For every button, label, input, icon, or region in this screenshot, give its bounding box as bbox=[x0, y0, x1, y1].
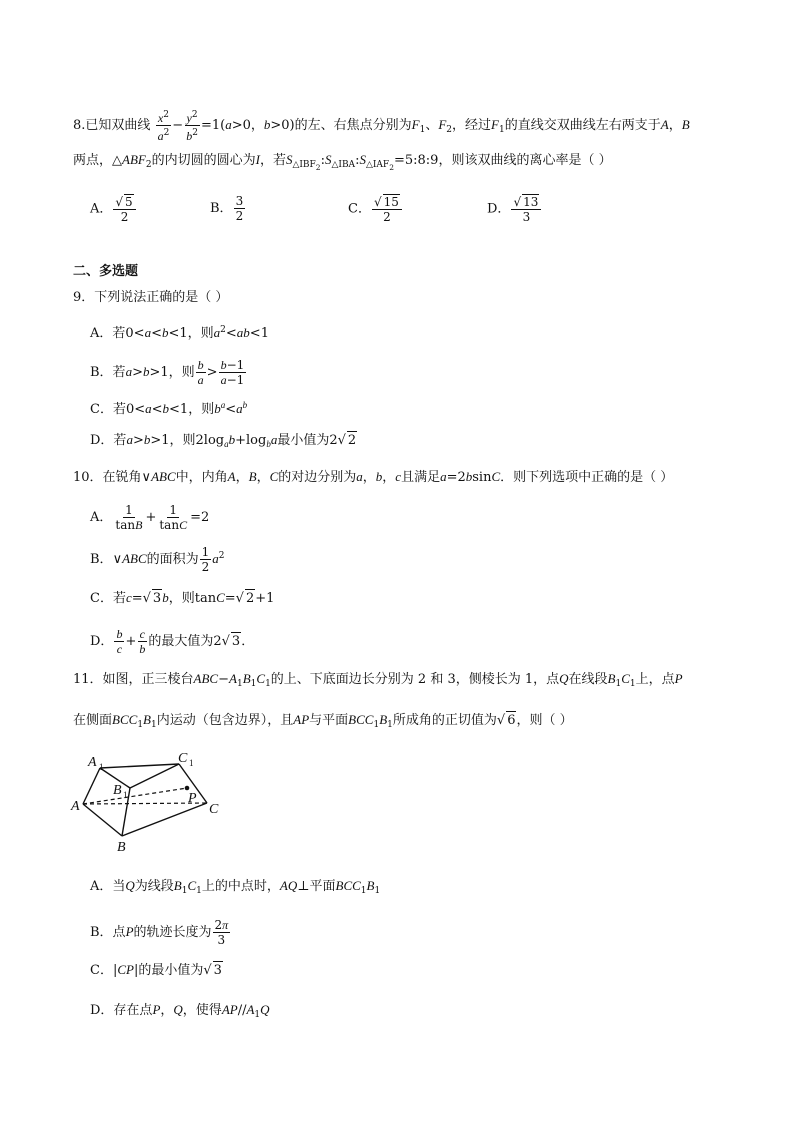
q8-frac-y: $\frac{y^2}{b^2}$ bbox=[186, 110, 198, 143]
q8-number: 8. bbox=[73, 118, 86, 133]
q10-option-b: B．∨ABC的面积为 $\frac{1}{2}$ $a^2$ bbox=[90, 545, 225, 574]
section-title: 二、多选题 bbox=[73, 264, 139, 279]
q8-line1: 8.已知双曲线 $\frac{x^2}{a^2}$ − $\frac{y^2}{b^2}$ =1(a>0，b>0)的左、右焦点分别为$F_1$、$F_2$，经过$F_1$的直线交双曲线左右两支于A，B bbox=[73, 110, 690, 143]
q11-option-b: B．点P的轨迹长度为 $\frac{2\pi}{3}$ bbox=[90, 918, 229, 947]
q11-option-a: A．当Q为线段$B_1C_1$上的中点时，AQ⊥平面$BCC_1B_1$ bbox=[90, 878, 381, 896]
q8-line2: 两点，$\triangle ABF_2$的内切圆的圆心为I，若$S_{\triangle IBF_2}:S_{\triangle IBA}:S_{\triangle IAF_2}=5:8:9$，则该双曲线的离心率是（ ） bbox=[73, 152, 612, 172]
label-a: A bbox=[71, 799, 80, 814]
q11-line2: 在侧面$BCC_1B_1$内运动（包含边界），且AP与平面$BCC_1B_1$所成角的正切值为√ 6，则（ ） bbox=[73, 712, 573, 730]
q10-option-a: A． $\frac{1}{\tan B}$ + $\frac{1}{\tan C}$ =2 bbox=[90, 503, 210, 532]
q11-option-c: C．|CP|的最小值为√ 3 bbox=[90, 962, 222, 978]
q10-option-c: C．若c=√ 3b，则tanC=√ 2+1 bbox=[90, 590, 275, 606]
label-p: P bbox=[188, 791, 197, 806]
q9-option-a: A．若0<a<b<1，则$a^2<ab<1$ bbox=[90, 325, 269, 341]
q8-text1: 已知双曲线 bbox=[85, 118, 151, 133]
label-c1: C bbox=[178, 751, 188, 766]
label-c: C bbox=[209, 802, 219, 817]
q11-line1: 11．如图，正三棱台$ABC-A_1B_1C_1$的上、下底面边长分别为 2 和 3，侧棱长为 1，点Q在线段$B_1C_1$上，点P bbox=[73, 671, 683, 689]
q10-stem: 10．在锐角∨ABC中，内角A，B，C的对边分别为a，b，c且满足a=2bsinC．则下列选项中正确的是（ ） bbox=[73, 469, 674, 485]
svg-text:1: 1 bbox=[123, 790, 128, 800]
label-a1: A bbox=[88, 755, 97, 770]
q9-option-c: C．若0<a<b<1，则$b^a<a^b$ bbox=[90, 400, 248, 417]
q9-option-d: D．若a>b>1，则$2\log_ab+\log_ba$最小值为2√ 2 bbox=[90, 432, 357, 449]
svg-text:1: 1 bbox=[189, 758, 194, 768]
point-p bbox=[185, 786, 190, 791]
q9-option-b: B．若a>b>1，则 $\frac{b}{a}$ > $\frac{b-1}{a-1}$ bbox=[90, 358, 245, 387]
frustum-figure bbox=[66, 748, 236, 858]
label-b: B bbox=[117, 840, 126, 855]
q8-frac-x: $\frac{x^2}{a^2}$ bbox=[157, 110, 170, 143]
q11-option-d: D．存在点P，Q，使得$AP//A_1Q$ bbox=[90, 1002, 270, 1020]
q9-stem: 9．下列说法正确的是（ ） bbox=[73, 290, 229, 305]
q10-option-d: D． $\frac{b}{c}$ + $\frac{c}{b}$ 的最大值为2√ 3． bbox=[90, 627, 255, 656]
label-b1: B bbox=[113, 783, 122, 798]
svg-text:1: 1 bbox=[99, 762, 104, 772]
